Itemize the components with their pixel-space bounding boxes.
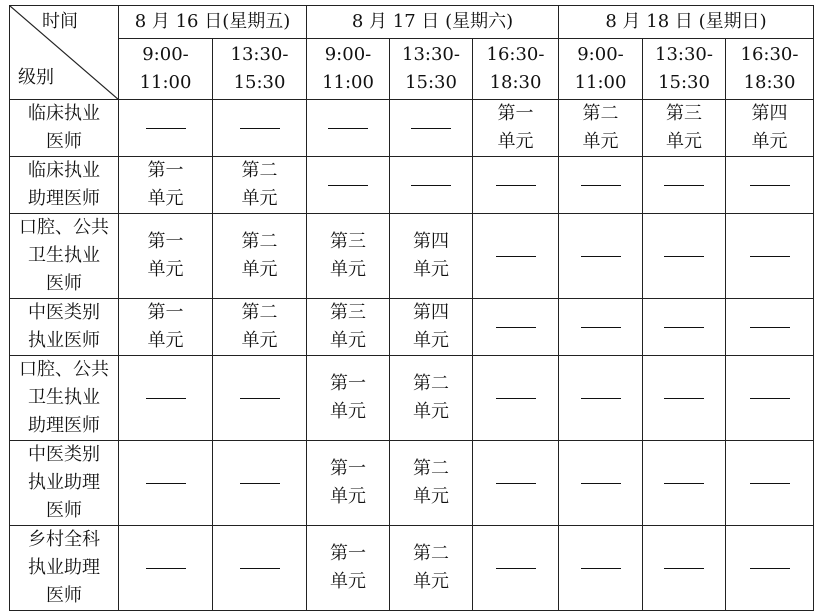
schedule-cell [559, 157, 643, 214]
table-row [10, 100, 814, 157]
no-exam-dash [581, 483, 621, 484]
unit-line: 单元 [147, 330, 184, 351]
category-line: 医师 [46, 500, 82, 521]
schedule-cell [390, 526, 473, 611]
schedule-cell [307, 356, 390, 441]
unit-line: 单元 [330, 259, 366, 280]
time-slot-line: 16:30- [486, 44, 545, 65]
no-exam-dash [581, 185, 621, 186]
unit-line: 单元 [413, 259, 449, 280]
table-row [10, 157, 814, 214]
time-slot-line: 9:00- [142, 44, 189, 65]
schedule-cell [559, 299, 643, 356]
time-slot-line: 15:30 [405, 72, 457, 93]
schedule-cell [307, 157, 390, 214]
unit-line: 第三 [330, 302, 366, 323]
no-exam-dash [496, 568, 536, 569]
corner-label-time: 时间 [42, 11, 78, 32]
category-line: 医师 [46, 585, 82, 606]
no-exam-dash [496, 256, 536, 257]
time-slot-header [643, 39, 726, 100]
unit-line: 单元 [413, 401, 449, 422]
corner-label-level: 级别 [18, 67, 54, 88]
time-slot-line: 15:30 [233, 72, 286, 93]
schedule-cell [119, 299, 213, 356]
schedule-cell [726, 526, 814, 611]
schedule-cell [473, 100, 559, 157]
category-line: 中医类别 [28, 302, 100, 323]
schedule-cell [643, 100, 726, 157]
unit-line: 单元 [497, 131, 534, 152]
schedule-cell [559, 441, 643, 526]
no-exam-dash [496, 185, 536, 186]
no-exam-dash [146, 128, 186, 129]
time-slot-line: 18:30 [489, 72, 542, 93]
time-slot-header [726, 39, 814, 100]
schedule-cell [213, 441, 307, 526]
schedule-cell [119, 526, 213, 611]
category-cell [10, 356, 119, 441]
time-slot-header [307, 39, 390, 100]
category-line: 中医类别 [28, 444, 100, 465]
schedule-cell [390, 299, 473, 356]
no-exam-dash [496, 398, 536, 399]
category-line: 执业医师 [28, 330, 100, 351]
unit-line: 单元 [241, 330, 278, 351]
no-exam-dash [581, 568, 621, 569]
schedule-cell [119, 214, 213, 299]
category-cell [10, 441, 119, 526]
unit-line: 单元 [330, 401, 366, 422]
schedule-cell [390, 157, 473, 214]
schedule-cell [119, 157, 213, 214]
time-slot-header [559, 39, 643, 100]
schedule-cell [559, 526, 643, 611]
unit-line: 第二 [413, 543, 449, 564]
no-exam-dash [581, 327, 621, 328]
no-exam-dash [411, 185, 451, 186]
unit-line: 第二 [413, 458, 449, 479]
schedule-cell [726, 299, 814, 356]
unit-line: 第四 [751, 103, 788, 124]
time-slot-header [390, 39, 473, 100]
no-exam-dash [750, 185, 790, 186]
no-exam-dash [146, 398, 186, 399]
unit-line: 第二 [582, 103, 619, 124]
unit-line: 第一 [330, 543, 366, 564]
schedule-cell [643, 356, 726, 441]
schedule-cell [390, 100, 473, 157]
unit-line: 第二 [413, 373, 449, 394]
schedule-cell [119, 356, 213, 441]
unit-line: 第二 [241, 302, 278, 323]
day-header: 8 月 18 日 (星期日) [559, 6, 814, 39]
category-line: 口腔、公共 [19, 359, 109, 380]
time-slot-line: 9:00- [324, 44, 372, 65]
header-slot-row [10, 39, 814, 100]
schedule-cell [473, 214, 559, 299]
day-header: 8 月 16 日(星期五) [119, 6, 307, 39]
schedule-cell [213, 299, 307, 356]
table-row [10, 299, 814, 356]
schedule-cell [726, 441, 814, 526]
category-cell [10, 100, 119, 157]
schedule-cell [726, 356, 814, 441]
unit-line: 第二 [241, 160, 278, 181]
unit-line: 第三 [666, 103, 702, 124]
schedule-cell [559, 356, 643, 441]
no-exam-dash [664, 483, 704, 484]
no-exam-dash [750, 256, 790, 257]
time-slot-line: 13:30- [655, 44, 713, 65]
no-exam-dash [750, 327, 790, 328]
unit-line: 第一 [497, 103, 534, 124]
category-cell [10, 299, 119, 356]
unit-line: 单元 [751, 131, 788, 152]
schedule-cell [726, 100, 814, 157]
exam-schedule-table [9, 5, 814, 611]
category-line: 医师 [46, 273, 82, 294]
time-slot-header [119, 39, 213, 100]
schedule-cell [307, 100, 390, 157]
category-line: 助理医师 [28, 415, 100, 436]
no-exam-dash [750, 568, 790, 569]
schedule-cell [643, 157, 726, 214]
no-exam-dash [411, 128, 451, 129]
time-slot-line: 16:30- [740, 44, 799, 65]
table-row [10, 214, 814, 299]
no-exam-dash [240, 568, 280, 569]
no-exam-dash [664, 185, 704, 186]
category-line: 乡村全科 [28, 529, 100, 550]
unit-line: 第二 [241, 231, 278, 252]
no-exam-dash [664, 256, 704, 257]
no-exam-dash [664, 568, 704, 569]
no-exam-dash [146, 483, 186, 484]
schedule-cell [307, 299, 390, 356]
unit-line: 单元 [330, 486, 366, 507]
time-slot-line: 18:30 [743, 72, 796, 93]
schedule-cell [119, 100, 213, 157]
table-row [10, 441, 814, 526]
no-exam-dash [328, 185, 368, 186]
schedule-cell [643, 441, 726, 526]
unit-line: 单元 [241, 259, 278, 280]
category-line: 执业助理 [28, 557, 100, 578]
category-line: 执业助理 [28, 472, 100, 493]
time-slot-header [473, 39, 559, 100]
no-exam-dash [240, 398, 280, 399]
category-line: 卫生执业 [28, 387, 100, 408]
time-slot-line: 11:00 [139, 72, 192, 93]
no-exam-dash [240, 128, 280, 129]
schedule-cell [643, 299, 726, 356]
time-slot-line: 11:00 [574, 72, 627, 93]
schedule-cell [473, 356, 559, 441]
schedule-cell [643, 526, 726, 611]
unit-line: 单元 [147, 188, 184, 209]
unit-line: 第四 [413, 302, 449, 323]
no-exam-dash [750, 483, 790, 484]
no-exam-dash [146, 568, 186, 569]
schedule-cell [307, 441, 390, 526]
schedule-cell [390, 356, 473, 441]
unit-line: 单元 [582, 131, 619, 152]
schedule-cell [213, 356, 307, 441]
time-slot-header [213, 39, 307, 100]
unit-line: 第一 [147, 160, 184, 181]
no-exam-dash [750, 398, 790, 399]
time-slot-line: 15:30 [658, 72, 710, 93]
schedule-cell [213, 100, 307, 157]
category-line: 卫生执业 [28, 245, 100, 266]
category-line: 临床执业 [28, 160, 100, 181]
schedule-cell [390, 214, 473, 299]
unit-line: 第三 [330, 231, 366, 252]
no-exam-dash [496, 483, 536, 484]
no-exam-dash [664, 398, 704, 399]
header-day-row [10, 6, 814, 39]
no-exam-dash [581, 256, 621, 257]
schedule-cell [307, 526, 390, 611]
unit-line: 单元 [330, 571, 366, 592]
no-exam-dash [240, 483, 280, 484]
schedule-cell [390, 441, 473, 526]
schedule-cell [473, 157, 559, 214]
schedule-cell [119, 441, 213, 526]
schedule-cell [473, 441, 559, 526]
schedule-cell [559, 214, 643, 299]
table-row [10, 356, 814, 441]
unit-line: 第一 [330, 458, 366, 479]
time-slot-line: 11:00 [322, 72, 374, 93]
table-row [10, 526, 814, 611]
schedule-cell [213, 526, 307, 611]
no-exam-dash [496, 327, 536, 328]
schedule-cell [307, 214, 390, 299]
unit-line: 单元 [666, 131, 702, 152]
unit-line: 单元 [147, 259, 184, 280]
unit-line: 单元 [413, 486, 449, 507]
category-cell [10, 526, 119, 611]
unit-line: 第四 [413, 231, 449, 252]
category-line: 医师 [46, 131, 82, 152]
category-cell [10, 214, 119, 299]
time-slot-line: 9:00- [577, 44, 624, 65]
day-header: 8 月 17 日 (星期六) [307, 6, 559, 39]
time-slot-line: 13:30- [402, 44, 460, 65]
schedule-cell [559, 100, 643, 157]
schedule-cell [726, 157, 814, 214]
category-cell [10, 157, 119, 214]
unit-line: 单元 [330, 330, 366, 351]
no-exam-dash [328, 128, 368, 129]
unit-line: 单元 [241, 188, 278, 209]
no-exam-dash [664, 327, 704, 328]
unit-line: 第一 [147, 302, 184, 323]
category-line: 临床执业 [28, 103, 100, 124]
unit-line: 第一 [330, 373, 366, 394]
time-slot-line: 13:30- [230, 44, 289, 65]
corner-header-cell [10, 6, 119, 100]
schedule-cell [213, 214, 307, 299]
schedule-cell [473, 526, 559, 611]
category-line: 口腔、公共 [19, 217, 109, 238]
category-line: 助理医师 [28, 188, 100, 209]
unit-line: 单元 [413, 571, 449, 592]
schedule-cell [643, 214, 726, 299]
unit-line: 单元 [413, 330, 449, 351]
no-exam-dash [581, 398, 621, 399]
unit-line: 第一 [147, 231, 184, 252]
schedule-cell [473, 299, 559, 356]
schedule-cell [213, 157, 307, 214]
schedule-cell [726, 214, 814, 299]
